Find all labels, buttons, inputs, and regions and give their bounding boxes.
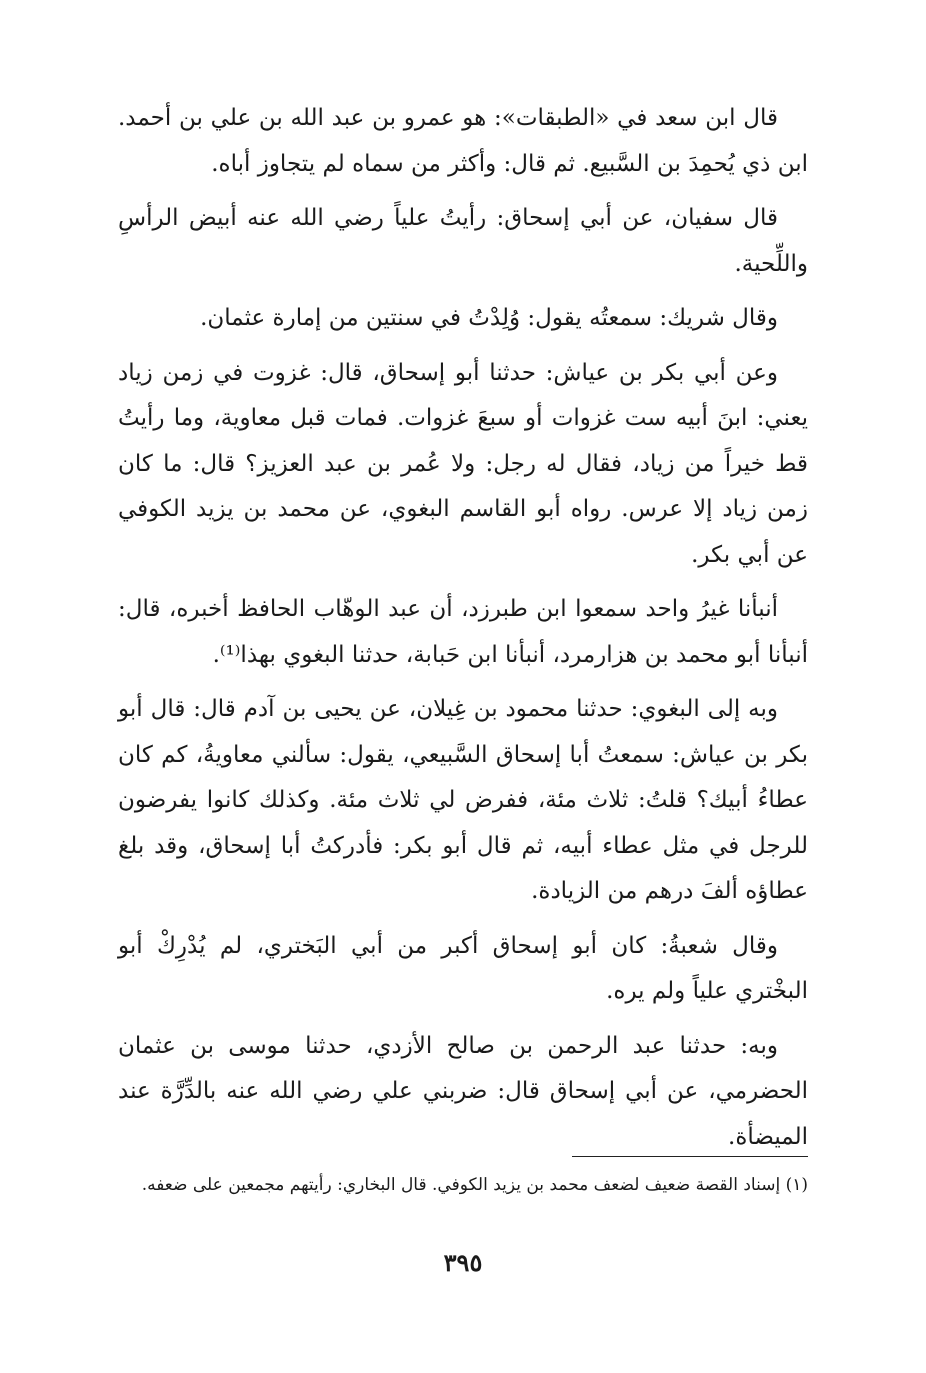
paragraph-abdulrahman: وبه: حدثنا عبد الرحمن بن صالح الأزدي، حدثنا موسى بن عثمان الحضرمي، عن أبي إسحاق قال: ضربني علي رضي الله عنه بالدِّرَّة عند الميضأة. xyxy=(118,1032,808,1150)
paragraph-shuba: وقال شعبةُ: كان أبو إسحاق أكبر من أبي البَختري، لم يُدْرِكْ أبو البخْتري علياً ولم يره. xyxy=(118,932,808,1004)
footnote-divider xyxy=(572,1156,808,1157)
main-text xyxy=(118,96,808,1169)
paragraph-abu-bakr-ayyash: وعن أبي بكر بن عياش: حدثنا أبو إسحاق، قال: غزوت في زمن زياد يعني: ابنَ أبيه ست غزوات أو سبعَ غزوات. فمات قبل معاوية، وما رأيتُ قط خيراً من زياد، فقال له رجل: ولا عُمر بن عبد العزيز؟ قال: ما كان زمن زياد إلا عرس. رواه أبو القاسم البغوي، عن محمد بن يزيد الكوفي عن أبي بكر. xyxy=(118,359,808,568)
paragraph-sufyan: قال سفيان، عن أبي إسحاق: رأيتُ علياً رضي الله عنه أبيض الرأسِ واللِّحية. xyxy=(118,205,808,277)
paragraph-baghawi: وبه إلى البغوي: حدثنا محمود بن غِيلان، عن يحيى بن آدم قال: قال أبو بكر بن عياش: سمعتُ أبا إسحاق السَّبيعي، يقول: سألني معاويةُ، كم كان عطاءُ أبيك؟ قلتُ: ثلاث مئة، ففرض لي ثلاث مئة. وكذلك كانوا يفرضون للرجل في مثل عطاء أبيه، ثم قال أبو بكر: فأدركتُ أبا إسحاق، وقد بلغ عطاؤه ألفَ درهم من الزيادة. xyxy=(118,696,808,904)
page-number: ٣٩٥ xyxy=(443,1248,483,1277)
paragraph-sharik: وقال شريك: سمعتُه يقول: وُلِدْتُ في سنتين من إمارة عثمان. xyxy=(200,305,778,331)
footnote: (١) إسناد القصة ضعيف لضعف محمد بن يزيد الكوفي. قال البخاري: رأيتهم مجمعين على ضعفه. xyxy=(141,1175,808,1195)
paragraph-anba-ana: أنبأنا غيرُ واحد سمعوا ابن طبرزد، أن عبد الوهّاب الحافظ أخبره، قال: أنبأنا أبو محمد بن هزارمرد، أنبأنا ابن حَبابة، حدثنا البغوي بهذا⁽¹⁾. xyxy=(118,596,808,668)
paragraph-ibn-saad: قال ابن سعد في «الطبقات»: هو عمرو بن عبد الله بن علي بن أحمد. ابن ذي يُحمِدَ بن السَّبيع. ثم قال: وأكثر من سماه لم يتجاوز أباه. xyxy=(118,105,808,177)
